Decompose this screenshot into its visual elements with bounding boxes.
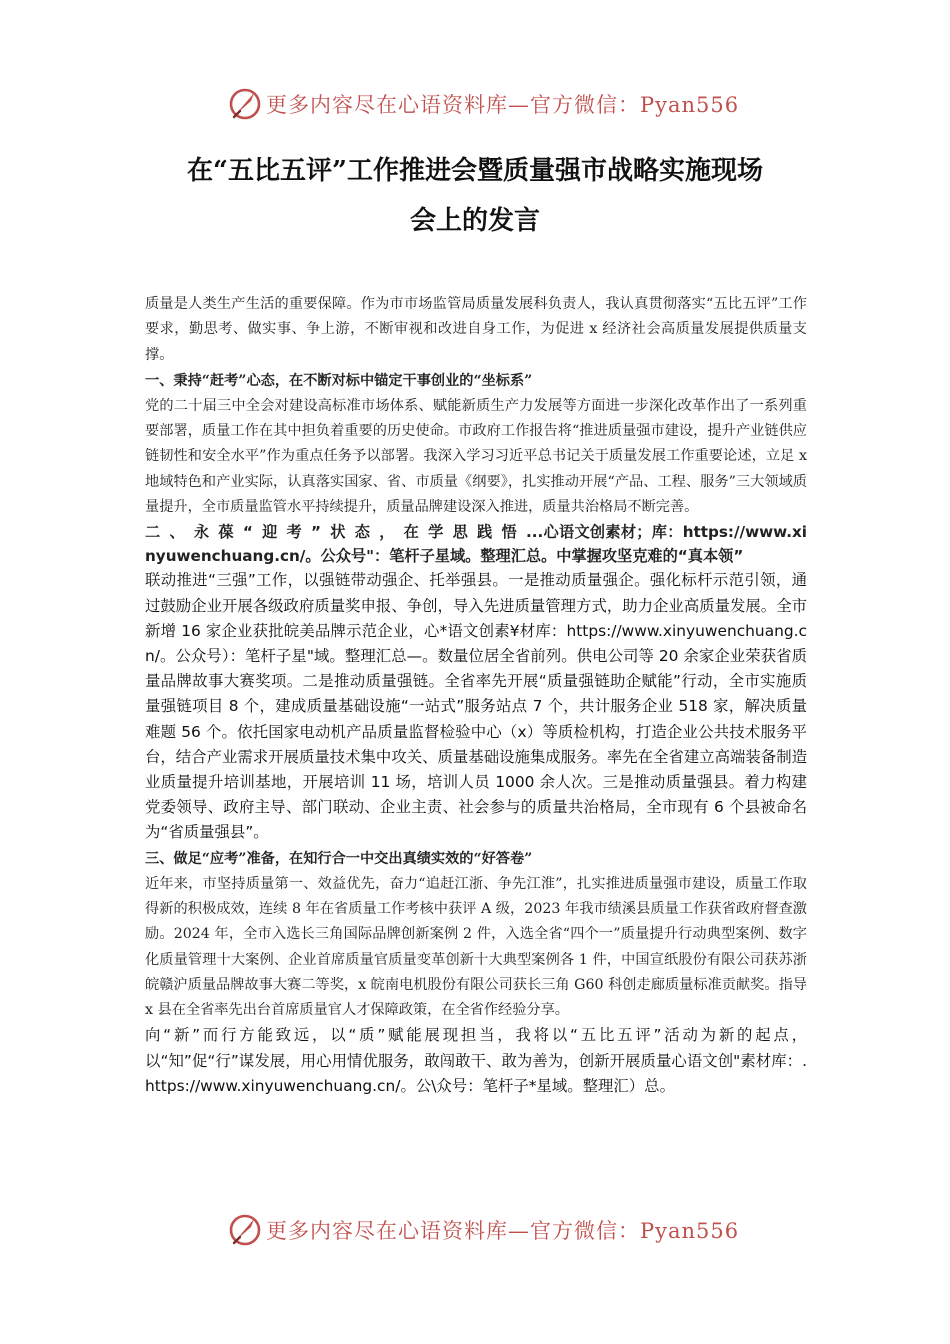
- footer-watermark-banner: [228, 1210, 740, 1250]
- quill-pen-logo-icon: [228, 1213, 262, 1247]
- section-1-paragraph: 党的二十届三中全会对建设高标准市场体系、赋能新质生产力发展等方面进一步深化改革作出了一系列重要部署，质量工作在其中担负着重要的历史使命。市政府工作报告将“推进质量强市建设，提升产业链供应链韧性和安全水平”作为重点任务予以部署。我深入学习习近平总书记关于质量发展工作重要论述，立足 x 地域特色和产业实际，认真落实国家、省、市质量《纲要》，扎实推动开展“产品、工程、服务”三大领域质量提升，全市质量监管水平持续提升，质量品牌建设深入推进，质量共治格局不断完善。: [145, 397, 807, 516]
- watermark-text: [266, 1215, 739, 1245]
- header-watermark-banner: [228, 84, 740, 124]
- section-3-paragraph: 近年来，市坚持质量第一、效益优先，奋力“追赶江浙、争先江淮”，扎实推进质量强市建设，质量工作取得新的积极成效，连续 8 年在省质量工作考核中获评 A 级，2023 年我市绩溪县质量工作获省政府督查激励。2024 年，全市入选长三角国际品牌创新案例 2 件，入选全省“四个一”质量提升行动典型案例、数字化质量管理十大案例、企业首席质量官质量变革创新十大典型案例各 1 件，中国宣纸股份有限公司获苏浙皖赣沪质量品牌故事大赛二等奖，x 皖南电机股份有限公司获长三角 G60 科创走廊质量标准贡献奖。指导 x 县在全省率先出台首席质量官人才保障政策，在全省作经验分享。: [145, 875, 807, 1019]
- section-2-heading: [145, 520, 807, 568]
- document-body: [145, 292, 807, 1099]
- wechat-id: Pyan556: [640, 93, 740, 117]
- wechat-id: Pyan556: [640, 1219, 740, 1243]
- watermark-label: 更多内容尽在心语资料库—官方微信：: [266, 93, 640, 117]
- watermark-label: 更多内容尽在心语资料库—官方微信：: [266, 1219, 640, 1243]
- watermark-text: [266, 89, 739, 119]
- section-1-heading: 一、秉持“赶考”心态，在不断对标中锚定干事创业的“坐标系”: [145, 372, 533, 389]
- closing-paragraph: 向“新”而行方能致远，以“质”赋能展现担当，我将以“五比五评”活动为新的起点，以“知”促“行”谋发展，用心用情优服务，敢闯敢干、敢为善为，创新开展质量心语文创"素材库：.https://www.xinyuwenchuang.cn/。公\众号：笔杆子*星域。整理汇）总。: [145, 1026, 807, 1095]
- section-2-heading-label: 二、永葆“迎考”状态，在学思践悟: [145, 523, 526, 542]
- document-title: [100, 146, 850, 246]
- title-line-2: 会上的发言: [409, 206, 540, 236]
- title-line-1: 在“五比五评”工作推进会暨质量强市战略实施现场: [187, 156, 763, 186]
- section-2-heading-rest: ...心语文创素材；库：https://www.xinyuwenchuang.cn/。公众号"：笔杆子星域。整理汇总。中掌握攻坚克难的“真本领”: [145, 523, 807, 566]
- section-2-paragraph: 联动推进“三强”工作，以强链带动强企、托举强县。一是推动质量强企。强化标杆示范引领，通过鼓励企业开展各级政府质量奖申报、争创，导入先进质量管理方式，助力企业高质量发展。全市新增 16 家企业获批皖美品牌示范企业，心*语文创素¥材库：https://www.xinyuwenchuang.cn/。公众号）：笔杆子星"域。整理汇总—。数量位居全省前列。供电公司等 20 余家企业荣获省质量品牌故事大赛奖项。二是推动质量强链。全省率先开展“质量强链助企赋能”行动，全市实施质量强链项目 8 个，建成质量基础设施“一站式”服务站点 7 个，共计服务企业 518 家，解决质量难题 56 个。依托国家电动机产品质量监督检验中心（x）等质检机构，打造企业公共技术服务平台，结合产业需求开展质量技术集中攻关、质量基础设施集成服务。率先在全省建立高端装备制造业质量提升培训基地，开展培训 11 场，培训人员 1000 余人次。三是推动质量强县。着力构建党委领导、政府主导、部门联动、企业主责、社会参与的质量共治格局，全市现有 6 个县被命名为“省质量强县”。: [145, 571, 807, 842]
- quill-pen-logo-icon: [228, 87, 262, 121]
- intro-paragraph: 质量是人类生产生活的重要保障。作为市市场监管局质量发展科负责人，我认真贯彻落实“五比五评”工作要求，勤思考、做实事、争上游，不断审视和改进自身工作，为促进 x 经济社会高质量发展提供质量支撑。: [145, 296, 807, 363]
- section-3-heading: 三、做足“应考”准备，在知行合一中交出真绩实效的“好答卷”: [145, 850, 533, 867]
